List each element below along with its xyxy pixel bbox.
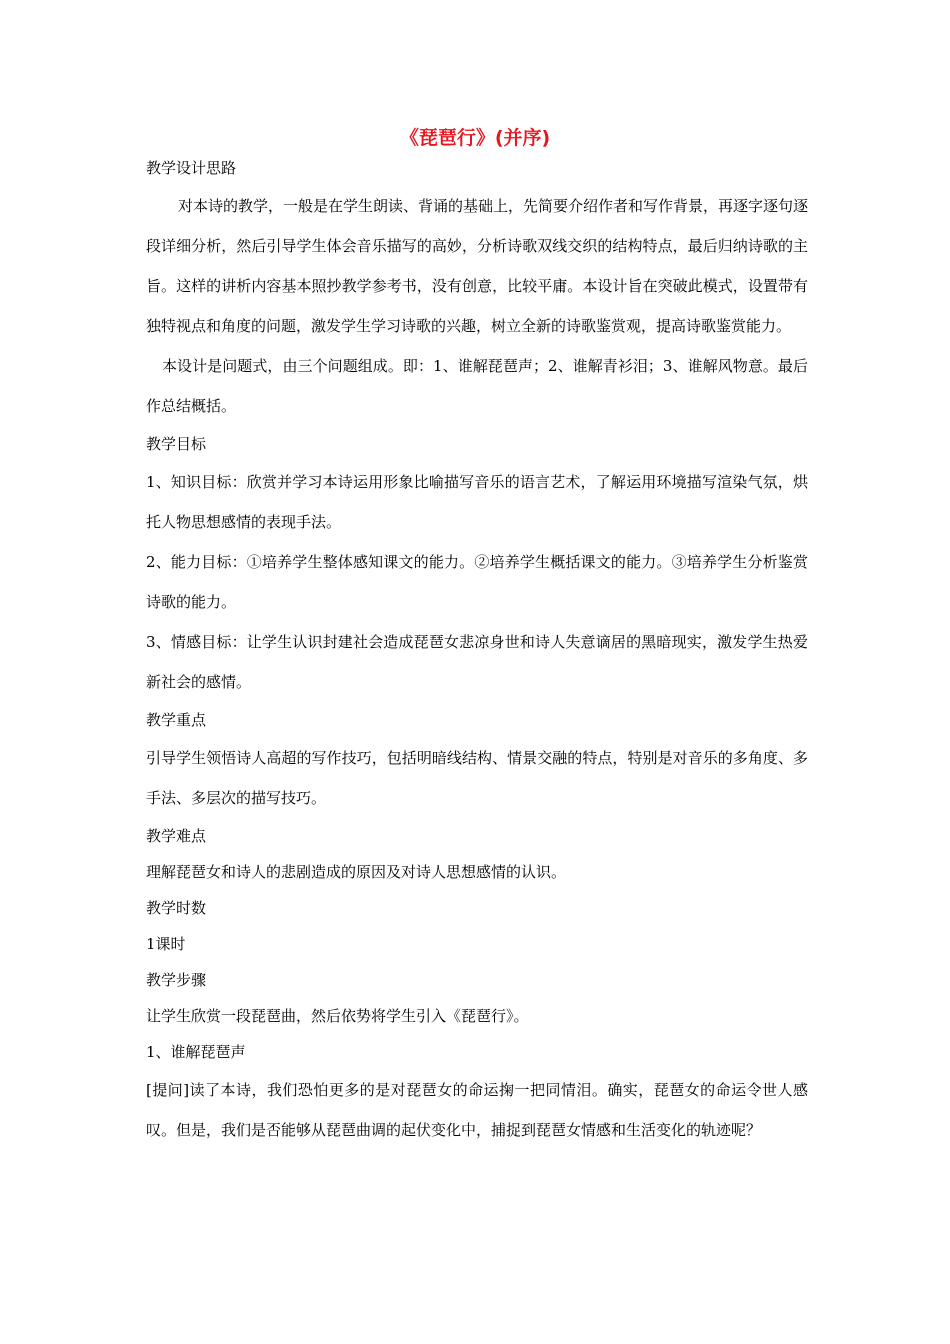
hours-text: 1课时 [146, 935, 186, 953]
focus-text: 引导学生领悟诗人高超的写作技巧，包括明暗线结构、情景交融的特点，特别是对音乐的多角度、多手法、多层次的描写技巧。 [146, 749, 808, 807]
design-paragraph-1: 对本诗的教学，一般是在学生朗读、背诵的基础上，先简要介绍作者和写作背景，再逐字逐句逐段详细分析，然后引导学生体会音乐描写的高妙，分析诗歌双线交织的结构特点，最后归纳诗歌的主旨。这样的讲析内容基本照抄教学参考书，没有创意，比较平庸。本设计旨在突破此模式，设置带有独特视点和角度的问题，激发学生学习诗歌的兴趣，树立全新的诗歌鉴赏观，提高诗歌鉴赏能力。 [146, 197, 809, 335]
difficulty-heading: 教学难点 [146, 827, 207, 845]
goal-ability: 2、能力目标：①培养学生整体感知课文的能力。②培养学生概括课文的能力。③培养学生分析鉴赏诗歌的能力。 [146, 553, 808, 611]
hours-heading: 教学时数 [146, 899, 207, 917]
step1-text: [提问]读了本诗，我们恐怕更多的是对琵琶女的命运掬一把同情泪。确实，琵琶女的命运令世人感叹。但是，我们是否能够从琵琶曲调的起伏变化中，捕捉到琵琶女情感和生活变化的轨迹呢？ [146, 1081, 808, 1139]
design-paragraph-2: 本设计是问题式，由三个问题组成。即：1、谁解琵琶声；2、谁解青衫泪；3、谁解风物意。最后作总结概括。 [146, 357, 808, 415]
design-heading: 教学设计思路 [146, 159, 237, 177]
goal-emotion: 3、情感目标：让学生认识封建社会造成琵琶女悲凉身世和诗人失意谪居的黑暗现实，激发学生热爱新社会的感情。 [146, 633, 808, 691]
focus-heading: 教学重点 [146, 711, 207, 729]
steps-intro: 让学生欣赏一段琵琶曲，然后依势将学生引入《琵琶行》。 [146, 1007, 529, 1025]
document-body [146, 150, 808, 1150]
goals-heading: 教学目标 [146, 435, 207, 453]
steps-heading: 教学步骤 [146, 971, 207, 989]
step1-heading: 1、谁解琵琶声 [146, 1043, 246, 1061]
goal-knowledge: 1、知识目标：欣赏并学习本诗运用形象比喻描写音乐的语言艺术，了解运用环境描写渲染气氛，烘托人物思想感情的表现手法。 [146, 473, 808, 531]
document-title: 《琵琶行》(并序) [399, 127, 551, 149]
difficulty-text: 理解琵琶女和诗人的悲剧造成的原因及对诗人思想感情的认识。 [146, 863, 567, 881]
